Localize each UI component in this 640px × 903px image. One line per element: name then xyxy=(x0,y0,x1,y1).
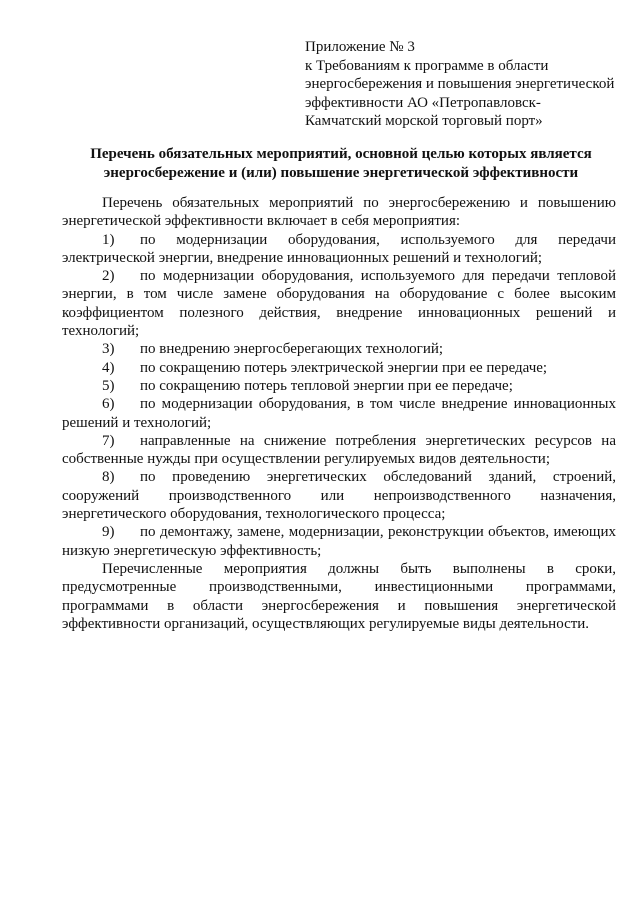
list-item-number: 5) xyxy=(102,377,115,394)
list-item xyxy=(62,340,616,358)
appendix-line: энергосбережения и повышения энергетической xyxy=(305,76,615,93)
intro-paragraph: Перечень обязательных мероприятий по энергосбережению и повышению энергетической эффективности включает в себя мероприятия: xyxy=(62,195,616,230)
document-body xyxy=(62,194,616,633)
list-item xyxy=(62,377,616,395)
appendix-line: к Требованиям к программе в области xyxy=(305,57,549,74)
list-item xyxy=(62,359,616,377)
list-item-number: 3) xyxy=(102,341,115,358)
list-item-number: 6) xyxy=(102,396,115,413)
list-item-text: по модернизации оборудования, в том числе внедрение инновационных решений и технологий; xyxy=(62,396,616,431)
list-item xyxy=(62,231,616,268)
document-title xyxy=(62,145,620,182)
appendix-header xyxy=(305,38,625,131)
list-item-number: 4) xyxy=(102,359,115,376)
title-line: энергосбережение и (или) повышение энергетической эффективности xyxy=(103,164,579,181)
list-item-number: 9) xyxy=(102,524,115,541)
appendix-line: Камчатский морской торговый порт» xyxy=(305,113,543,130)
list-item-text: по проведению энергетических обследований зданий, строений, сооружений производственного или непроизводственного назначения, энергетического оборудования, технологического процесса; xyxy=(62,469,616,523)
list-item-text: по модернизации оборудования, используемого для передачи электрической энергии, внедрение инновационных решений и технологий; xyxy=(62,231,616,266)
list-item-text: по демонтажу, замене, модернизации, реконструкции объектов, имеющих низкую энергетическую эффективность; xyxy=(62,524,616,559)
appendix-line: эффективности АО «Петропавловск- xyxy=(305,94,541,111)
list-item-number: 8) xyxy=(102,469,115,486)
list-item-text: по сокращению потерь тепловой энергии при ее передаче; xyxy=(140,377,513,394)
list-item xyxy=(62,468,616,523)
list-item xyxy=(62,395,616,432)
list-item xyxy=(62,432,616,469)
list-item-text: направленные на снижение потребления энергетических ресурсов на собственные нужды при осуществлении регулируемых видов деятельности; xyxy=(62,432,616,468)
list-item-text: по внедрению энергосберегающих технологий; xyxy=(140,341,444,358)
closing-paragraph: Перечисленные мероприятия должны быть выполнены в сроки, предусмотренные производственными, инвестиционными программами, программами в области энергосбережения и повышения энергетической эффективности организаций, осуществляющих регулируемые виды деятельности. xyxy=(62,560,616,632)
title-line: Перечень обязательных мероприятий, основной целью которых является xyxy=(90,146,592,162)
list-item-text: по сокращению потерь электрической энергии при ее передаче; xyxy=(140,359,548,376)
list-item xyxy=(62,267,616,340)
list-item xyxy=(62,523,616,560)
list-item-text: по модернизации оборудования, используемого для передачи тепловой энергии, в том числе замене оборудования на оборудование с более высоким коэффициентом полезного действия, внедрение инновационных решений и технологий; xyxy=(62,268,616,340)
list-item-number: 2) xyxy=(102,268,115,285)
list-item-number: 7) xyxy=(102,432,115,449)
list-item-number: 1) xyxy=(102,231,115,248)
appendix-line: Приложение № 3 xyxy=(305,39,415,55)
